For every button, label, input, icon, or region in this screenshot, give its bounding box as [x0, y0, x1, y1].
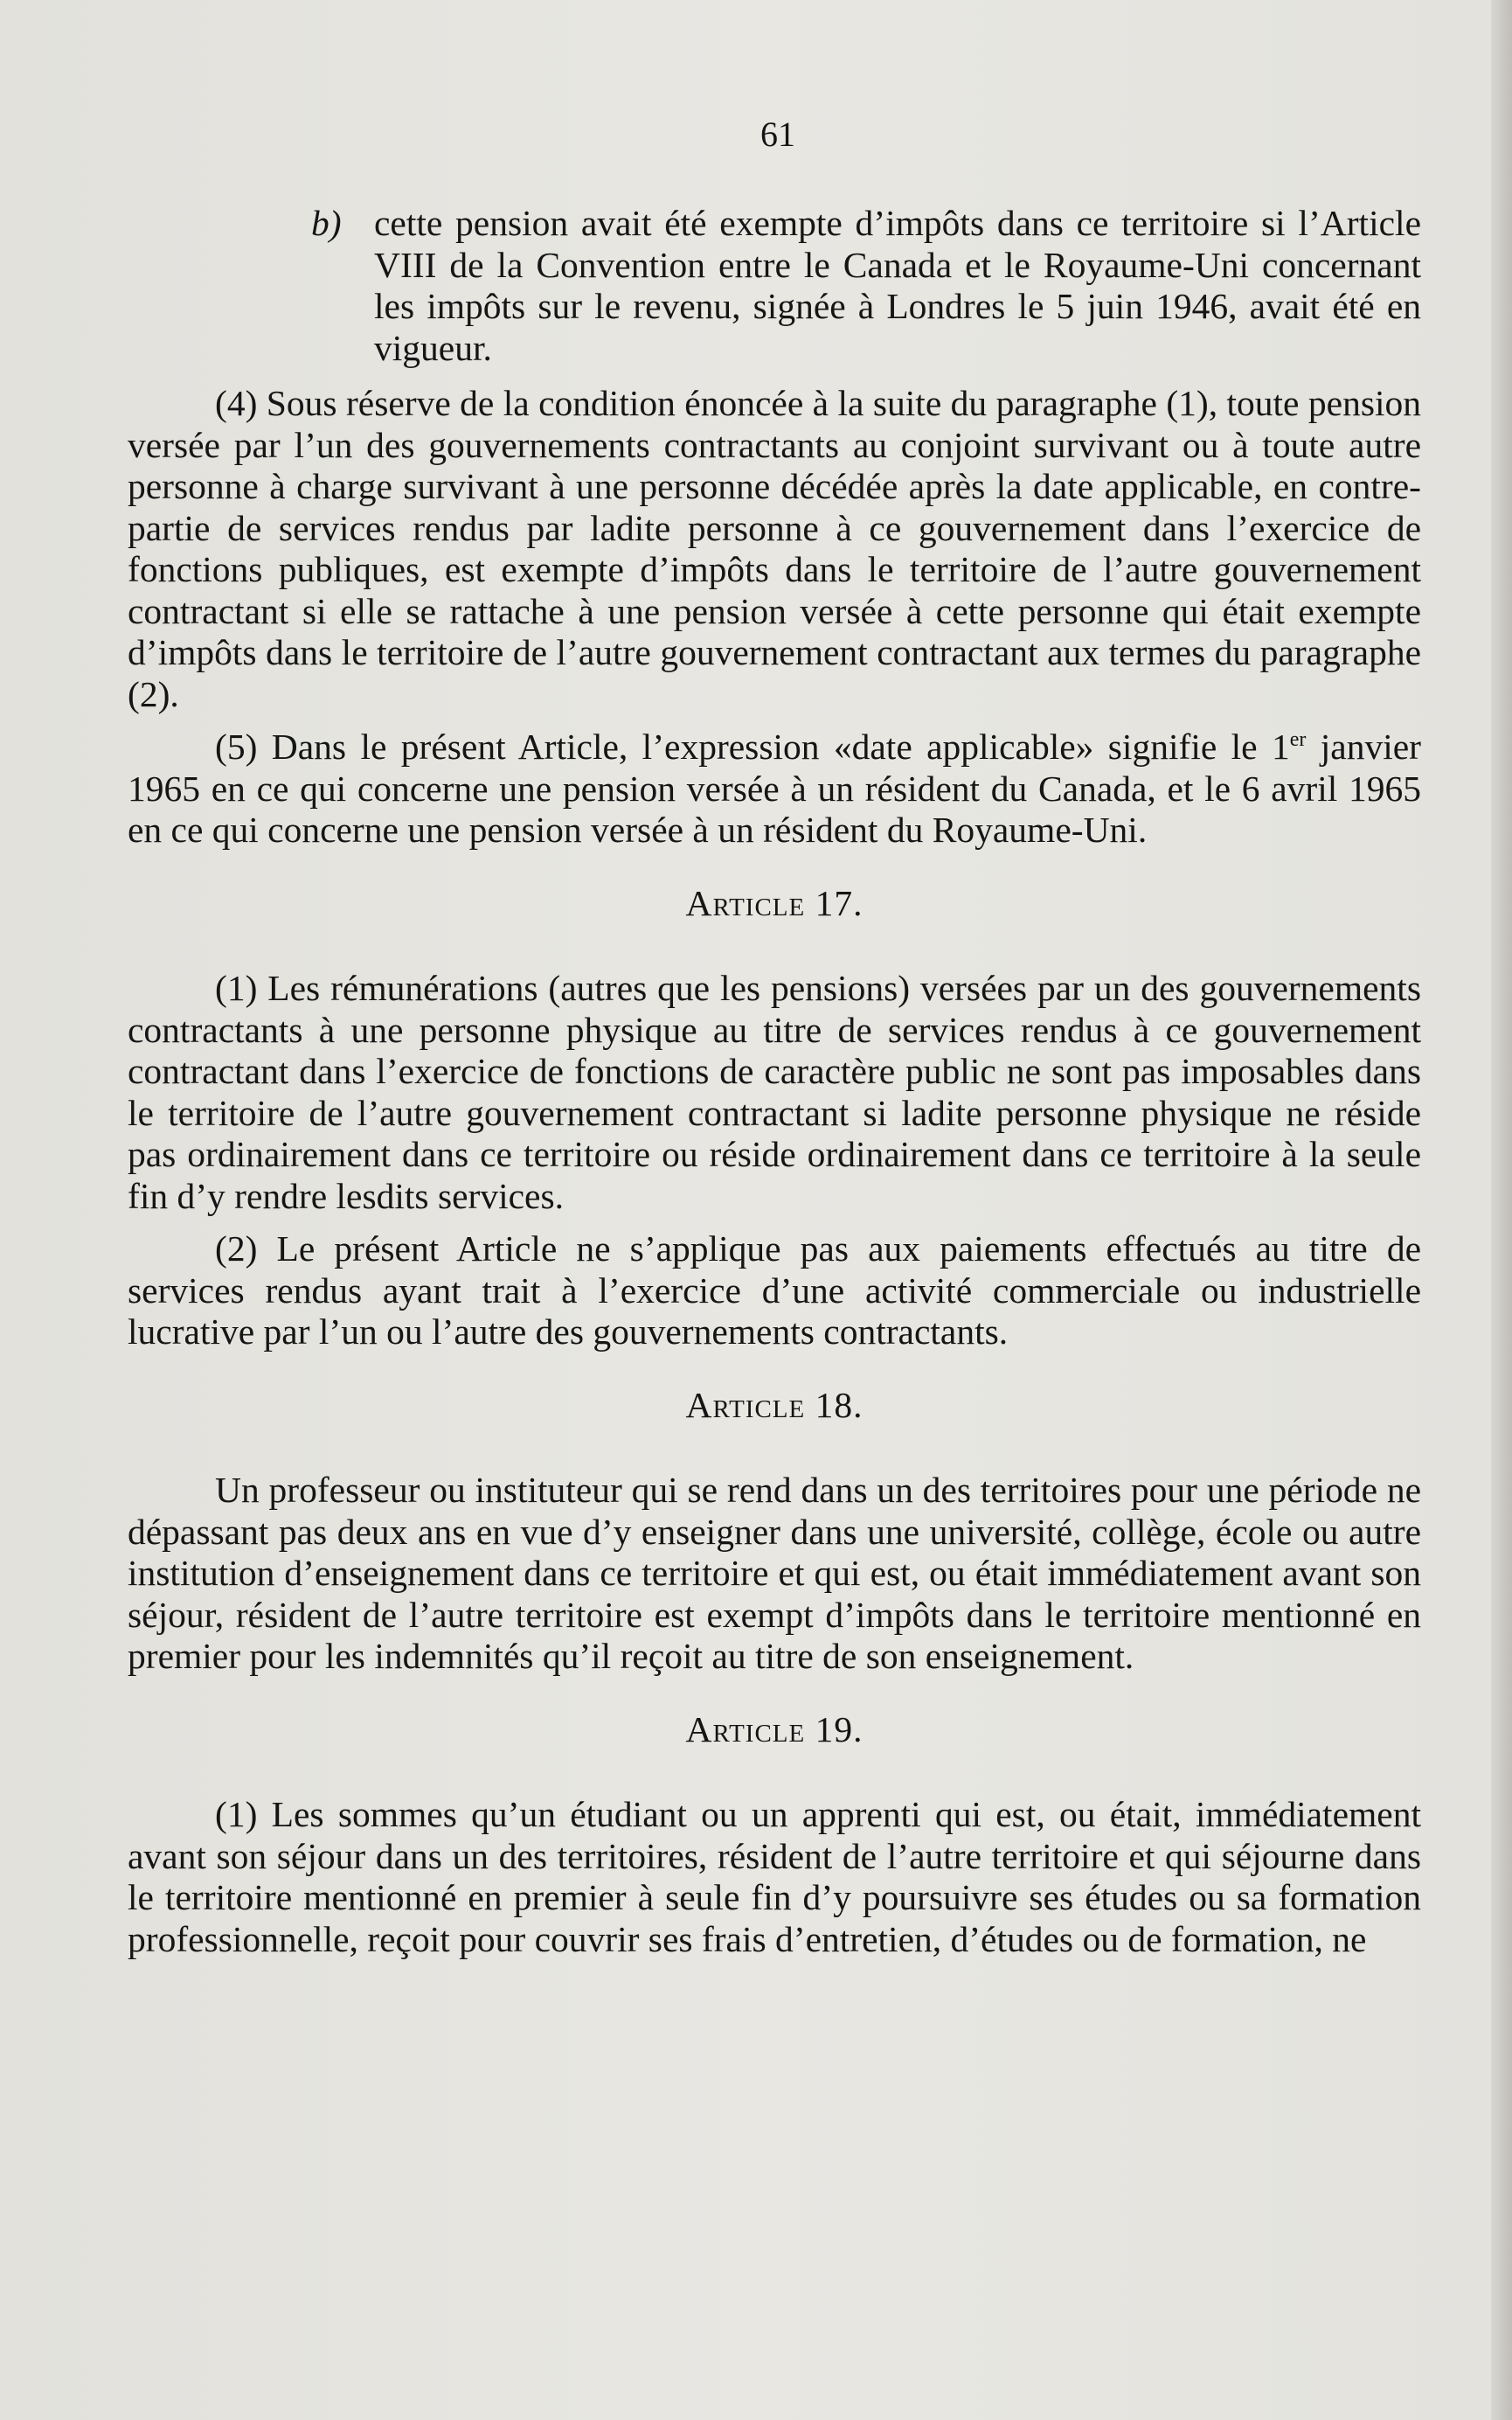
paragraph-4: (4) Sous réserve de la condition énoncée à la suite du paragraphe (1), toute pension versée par l’un des gouvernements contractants au conjoint survivant ou à toute autre personne à charge survivant à une personne décédée après la date applicable, en contre-partie de services rendus par ladite personne à ce gouvernement dans l’exercice de fonctions publiques, est exempte d’impôts dans le territoire de l’autre gouvernement contractant si elle se rattache à une pension versée à cette personne qui était exempte d’impôts dans le territoire de l’autre gouvernement contractant aux termes du paragraphe (2). — [128, 383, 1421, 714]
document-body — [128, 203, 1421, 1960]
article-19-paragraph-1: (1) Les sommes qu’un étudiant ou un apprenti qui est, ou était, immédiatement avant son séjour dans un des territoires, résident de l’autre territoire et qui séjourne dans le territoire mentionné en premier à seule fin d’y poursuivre ses études ou sa formation professionnelle, reçoit pour couvrir ses frais d’entretien, d’études ou de formation, ne — [128, 1794, 1421, 1959]
list-item-b — [311, 203, 1421, 369]
article-17-paragraph-2: (2) Le présent Article ne s’applique pas aux paiements effectués au titre de services rendus ayant trait à l’exercice d’une activité commerciale ou industrielle lucrative par l’un ou l’autre des gouvernements contractants. — [128, 1228, 1421, 1352]
article-17-heading: Article 17. — [685, 882, 864, 923]
article-17-paragraph-1: (1) Les rémunérations (autres que les pensions) versées par un des gouvernements contractants à une personne physique au titre de services rendus à ce gouvernement contractant dans l’exercice de fonctions de caractère public ne sont pas imposables dans le territoire de l’autre gouvernement contractant si ladite personne physique ne réside pas ordinairement dans ce territoire ou réside ordinairement dans ce territoire à la seule fin d’y rendre lesdits services. — [128, 968, 1421, 1216]
paragraph-5-end: janvier 1965 en ce qui concerne une pension versée à un résident du Canada, et le 6 avril 1965 en ce qui concerne une pension versée à un résident du Royaume-Uni. — [128, 727, 1421, 850]
page-edge-shadow — [1491, 0, 1512, 2420]
paragraph-5 — [128, 727, 1421, 852]
list-item-label: b) — [311, 203, 342, 243]
article-18-paragraph-1: Un professeur ou instituteur qui se rend dans un des territoires pour une période ne dépassant pas deux ans en vue d’y enseigner dans une université, collège, école ou autre institution d’enseignement dans ce territoire et qui est, ou était immédiatement avant son séjour, résident de l’autre territoire est exempt d’impôts dans le territoire mentionné en premier pour les indemnités qu’il reçoit au titre de son enseignement. — [128, 1470, 1421, 1676]
paragraph-5-start: (5) Dans le présent Article, l’expression «date applicable» signifie le 1 — [215, 727, 1290, 767]
ordinal-superscript: er — [1289, 728, 1307, 752]
article-19-heading: Article 19. — [685, 1708, 864, 1749]
list-item-text: cette pension avait été exempte d’impôts dans ce territoire si l’Article VIII de la Convention entre le Canada et le Royaume-Uni concernant les impôts sur le revenu, signée à Londres le 5 juin 1946, avait été en vigueur. — [374, 203, 1421, 368]
page-number: 61 — [760, 115, 795, 154]
article-18-heading: Article 18. — [685, 1384, 864, 1425]
